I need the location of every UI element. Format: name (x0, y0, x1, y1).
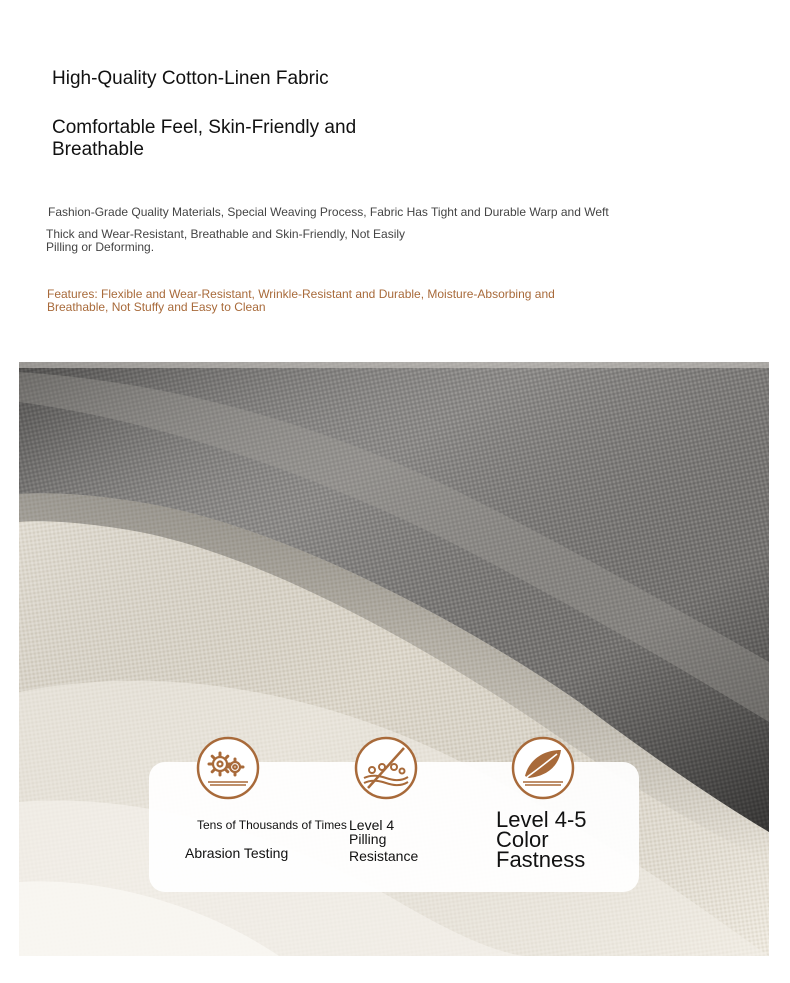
features-text: Features: Flexible and Wear-Resistant, Wrinkle-Resistant and Durable, Moisture-Absorbing and Breathable, Not Stuffy and Easy to Clean (47, 287, 555, 314)
badge-3-line-3: Fastness (496, 847, 586, 872)
page-title: High-Quality Cotton-Linen Fabric (52, 68, 329, 89)
badge-1-line-2: Abrasion Testing (185, 845, 289, 861)
anti-pilling-icon (354, 736, 418, 800)
page-subtitle: Comfortable Feel, Skin-Friendly and Breathable (52, 117, 357, 160)
badge-2-line-3: Resistance (349, 848, 419, 864)
leaf-icon (511, 736, 575, 800)
badge-3-line-2: Color (496, 827, 549, 852)
badge-1-line-1: Tens of Thousands of Times (197, 818, 347, 832)
badge-3-line-1: Level 4-5 (496, 807, 587, 832)
badge-2-line-1: Level 4 (349, 817, 395, 833)
description-line-1: Fashion-Grade Quality Materials, Special Weaving Process, Fabric Has Tight and Durable Warp and Weft (48, 205, 609, 219)
gears-icon (196, 736, 260, 800)
badge-2-line-2: Pilling (349, 831, 387, 847)
description-line-2: Thick and Wear-Resistant, Breathable and Skin-Friendly, Not Easily Pilling or Deforming. (46, 227, 406, 254)
